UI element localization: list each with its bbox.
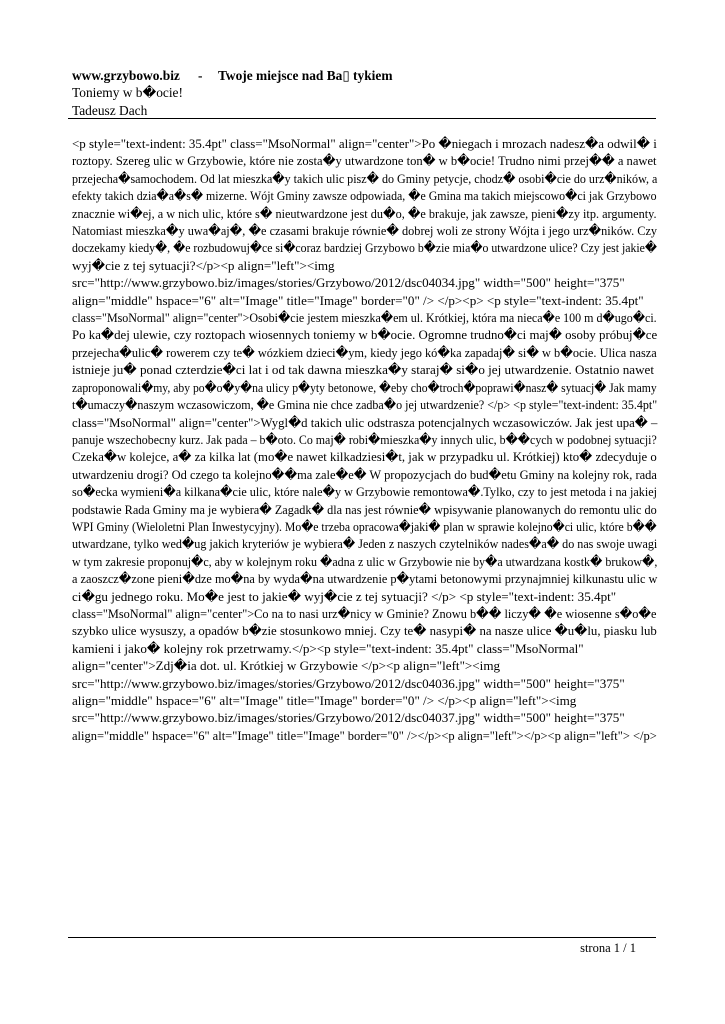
body-text-line: Czeka�w kolejce, a� za kilka lat (mo�e nawet kilkadziesi�t, jak w przypadku ul. Krótkiej) kto� zdecyduje o <box>72 449 657 465</box>
site-name: www.grzybowo.biz <box>72 68 180 83</box>
body-text-line: przejecha�samochodem. Od lat mieszka�y takich ulic pisz� do Gminy petycje, chodz� osobi�cie do urz�ników, a <box>72 170 658 186</box>
header-title-line <box>72 67 652 84</box>
body-text-line: wyj�cie z tej sytuacji?</p><p align="left"><img <box>72 257 335 273</box>
body-text-line: ci�gu jednego roku. Mo�e jest to jakie� wyj�cie z tej sytuacji? </p> <p style="text-indent: 35.4pt" <box>72 588 617 604</box>
footer-divider <box>68 937 656 938</box>
body-text-line: roztopy. Szereg ulic w Grzybowie, które nie zosta�y utwardzone ton� w b�ocie! Trudno nimi przej�� a nawet <box>72 153 657 169</box>
body-text-line: class="MsoNormal" align="center">Co na to nasi urz�nicy w Gminie? Znowu b�� liczy� �e wiosenne s�o�e <box>72 605 657 621</box>
body-text-line: utwardzeniu drogi? Od czego ta kolejno��ma zale�e� W propozycjach do bud�etu Gminy na kolejny rok, rada <box>72 466 657 482</box>
body-text-line: znacznie wi�ej, a w nich ulic, które s� nieutwardzone jest du�o, �e brakuje, jak zawsze, pieni�zy itp. argumenty. <box>72 205 657 221</box>
page-header <box>72 67 652 119</box>
article-title: Toniemy w b�ocie! <box>72 85 183 100</box>
site-tagline: Twoje miejsce nad Ba▯ tykiem <box>218 68 393 83</box>
body-text-line: kamieni i jako� kolejny rok przetrwamy.</p><p style="text-indent: 35.4pt" class="MsoNormal" <box>72 640 584 656</box>
body-text-line: WPI Gminy (Wieloletni Plan Inwestycyjny). Mo�e trzeba opracowa�jaki� plan w sprawie kolejno�ci ulic, które b�� <box>72 518 657 534</box>
body-text-line: src="http://www.grzybowo.biz/images/stories/Grzybowo/2012/dsc04034.jpg" width="500" height="375" <box>72 275 625 291</box>
header-divider <box>68 118 656 119</box>
body-text-line: a zaoszcz�zone pieni�dze mo�na by wyda�na utwardzenie p�ytami betonowymi przynajmniej kilkunastu ulic w <box>72 571 658 587</box>
body-text-line: class="MsoNormal" align="center">Wygl�d takich ulic odstrasza potencjalnych wczasowiczów. Jak jest upa� – <box>72 414 658 430</box>
body-text-line: align="middle" hspace="6" alt="Image" title="Image" border="0" /> </p><p align="left"><img <box>72 693 577 708</box>
body-text-line: Po ka�dej ulewie, czy roztopach wiosennych toniemy w b�ocie. Ogromne trudno�ci maj� osoby próbuj�ce <box>72 327 658 343</box>
title-separator: - <box>198 68 203 83</box>
body-text-line: t�umaczy�naszym wczasowiczom, �e Gmina nie chce zadba�o jej utwardzenie? </p> <p style="text-indent: 35.4pt" <box>72 397 658 413</box>
body-text-line: so�ecka wymieni�a kilkana�cie ulic, które nale�y w Grzybowie remontowa�.Tylko, czy to jest metoda i na jakiej <box>72 484 658 500</box>
article-author: Tadeusz Dach <box>72 102 148 118</box>
body-text-line: Natomiast mieszka�y uwa�aj�, �e czasami brakuje równie� dobrej woli ze strony Wójta i jego urz�ników. Czy <box>72 223 658 239</box>
body-text-line: <p style="text-indent: 35.4pt" class="MsoNormal" align="center">Po �niegach i mrozach nadesz�a odwil� i <box>72 136 657 151</box>
body-text-line: src="http://www.grzybowo.biz/images/stories/Grzybowo/2012/dsc04036.jpg" width="500" height="375" <box>72 675 625 691</box>
body-text-line: zaproponowali�my, aby po�o�y�na ulicy p�yty betonowe, �eby cho�troch�poprawi�nasz� sytuacj� Jak mamy <box>72 379 657 395</box>
body-text-line: class="MsoNormal" align="center">Osobi�cie jestem mieszka�em ul. Krótkiej, która ma nieca�e 100 m d�ugo�ci. <box>72 310 657 326</box>
body-text-line: doczekamy kiedy�, �e rozbudowuj�ce si�coraz bardziej Grzybowo b�zie mia�o utwardzone ulice? Czy jest jakie� <box>72 240 658 256</box>
body-text-line: align="center">Zdj�ia dot. ul. Krótkiej w Grzybowie </p><p align="left"><img <box>72 658 501 674</box>
article-body <box>72 135 657 744</box>
body-text-line: przejecha�ulic� rowerem czy te� wózkiem dzieci�ym, kiedy jego kó�ka zapadaj� si� w b�ocie. Ulica nasza <box>72 344 657 360</box>
body-text-line: podstawie Rada Gminy ma je wybiera� Zagadk� dla nas jest równie� wpisywanie planowanych do remontu ulic do <box>72 501 657 517</box>
body-text-line: w tym zakresie proponuj�c, aby w kolejnym roku �adna z ulic w Grzybowie nie by�a utwardzana kostk� brukow�, <box>72 553 658 569</box>
body-text-line: src="http://www.grzybowo.biz/images/stories/Grzybowo/2012/dsc04037.jpg" width="500" height="375" <box>72 710 625 726</box>
body-text-line: utwardzane, tylko wed�ug jakich kryteriów je wybiera� Jeden z naszych czytelników nades�a� do nas swoje uwagi <box>72 536 658 552</box>
body-text-line: szybko ulice wysuszy, a opadów b�zie stosunkowo mniej. Czy te� nasypi� na nasze ulice �u�lu, piasku lub <box>72 623 657 639</box>
body-text-line: align="middle" hspace="6" alt="Image" title="Image" border="0" /> </p><p> <p style="text-indent: 35.4pt" <box>72 292 644 308</box>
body-text-line: efekty takich dzia�a�s� mizerne. Wójt Gminy zawsze odpowiada, �e Gmina ma takich miejscowo�ci jak Grzybowo <box>72 188 657 204</box>
page-number: strona 1 / 1 <box>580 941 636 955</box>
body-text-line: panuje wszechobecny kurz. Jak pada – b�oto. Co maj� robi�mieszka�y innych ulic, b��cych w podobnej sytuacji? <box>72 431 657 447</box>
body-text-line: istnieje ju� ponad czterdzie�ci lat i od tak dawna mieszka�y staraj� si�o jej utwardzenie. Ostatnio nawet <box>72 362 654 378</box>
body-text-line: align="middle" hspace="6" alt="Image" title="Image" border="0" /></p><p align="left"></p><p align="left"> </p> <box>72 727 657 743</box>
